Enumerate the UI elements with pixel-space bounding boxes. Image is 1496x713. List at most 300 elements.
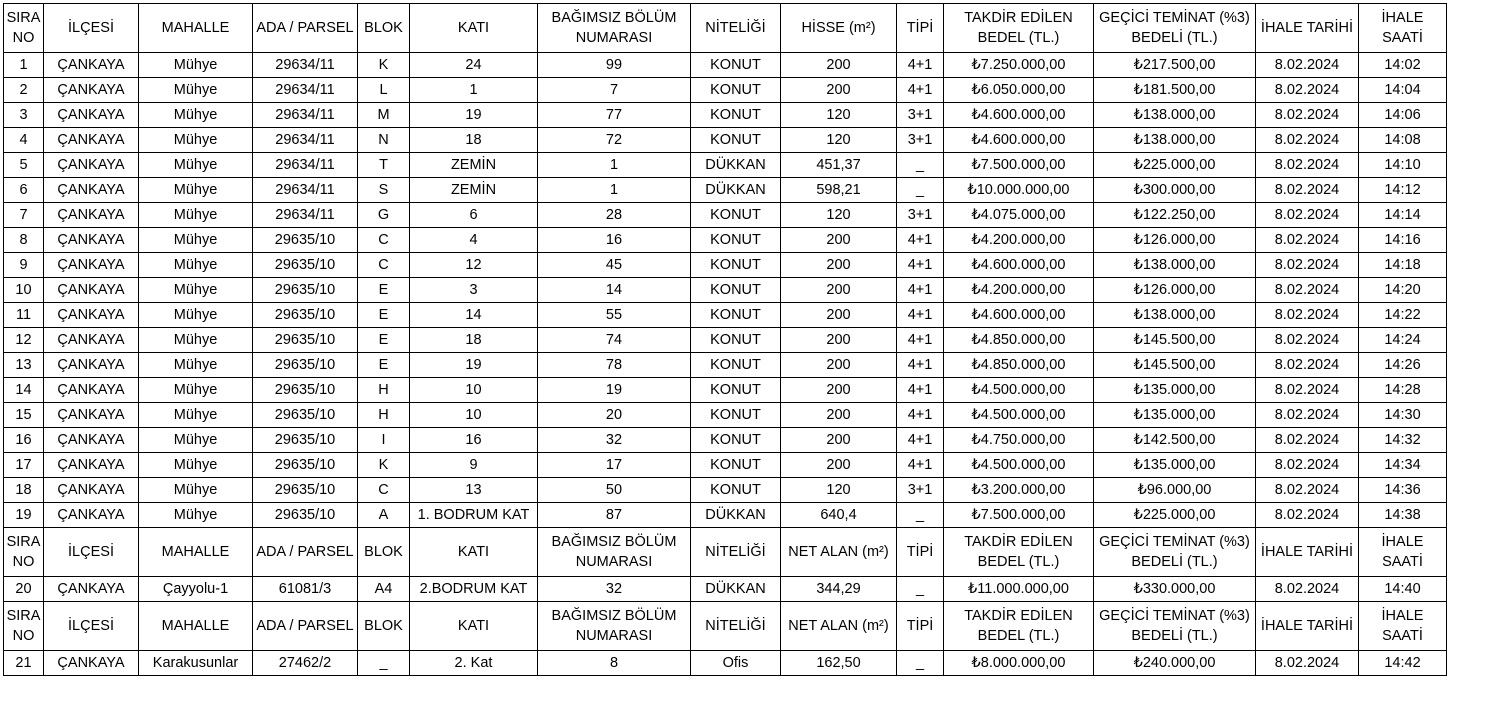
cell-kati: 10: [410, 403, 538, 428]
cell-gecici-teminat-bedeli: ₺138.000,00: [1094, 303, 1256, 328]
header-text-line: NO: [12, 554, 35, 570]
cell-mahalle: Karakusunlar: [139, 651, 253, 676]
cell-ihale-saati: 14:40: [1359, 577, 1447, 602]
header-ihale-saati: [1359, 602, 1447, 651]
cell-sira-no: 15: [4, 403, 44, 428]
header-ilcesi: İLÇESİ: [44, 528, 139, 577]
table-row: [4, 353, 1447, 378]
cell-ilcesi: ÇANKAYA: [44, 577, 139, 602]
cell-ihale-saati: 14:34: [1359, 453, 1447, 478]
header-text-line: İHALE: [1381, 534, 1424, 550]
cell-takdir-edilen-bedel: ₺4.075.000,00: [944, 203, 1094, 228]
cell-bagimsiz-bolum-numarasi: 20: [538, 403, 691, 428]
cell-sira-no: 4: [4, 128, 44, 153]
cell-mahalle: Mühye: [139, 103, 253, 128]
cell-alan: 200: [781, 253, 897, 278]
cell-gecici-teminat-bedeli: ₺181.500,00: [1094, 78, 1256, 103]
cell-blok: K: [358, 53, 410, 78]
cell-ada-parsel: 29634/11: [253, 53, 358, 78]
cell-gecici-teminat-bedeli: ₺142.500,00: [1094, 428, 1256, 453]
header-text-line: BEDELİ (TL.): [1131, 554, 1218, 570]
cell-niteligi: KONUT: [691, 428, 781, 453]
header-text-line: BEDELİ (TL.): [1131, 628, 1218, 644]
header-tipi: TİPİ: [897, 4, 944, 53]
cell-blok: N: [358, 128, 410, 153]
auction-table: [3, 3, 1447, 676]
table-row: [4, 178, 1447, 203]
cell-tipi: 4+1: [897, 378, 944, 403]
cell-ilcesi: ÇANKAYA: [44, 178, 139, 203]
cell-takdir-edilen-bedel: ₺6.050.000,00: [944, 78, 1094, 103]
cell-tipi: 3+1: [897, 478, 944, 503]
cell-ada-parsel: 29635/10: [253, 253, 358, 278]
table-row: [4, 303, 1447, 328]
table-row: [4, 428, 1447, 453]
header-bagimsiz-bolum-numarasi: [538, 602, 691, 651]
cell-tipi: _: [897, 178, 944, 203]
cell-ihale-saati: 14:28: [1359, 378, 1447, 403]
cell-ihale-saati: 14:32: [1359, 428, 1447, 453]
table-row: [4, 453, 1447, 478]
header-text-line: NO: [12, 628, 35, 644]
cell-alan: 598,21: [781, 178, 897, 203]
header-alan: HİSSE (m²): [781, 4, 897, 53]
cell-ihale-saati: 14:10: [1359, 153, 1447, 178]
header-blok: BLOK: [358, 4, 410, 53]
header-mahalle: MAHALLE: [139, 528, 253, 577]
cell-alan: 451,37: [781, 153, 897, 178]
cell-ihale-tarihi: 8.02.2024: [1256, 53, 1359, 78]
cell-takdir-edilen-bedel: ₺3.200.000,00: [944, 478, 1094, 503]
cell-ilcesi: ÇANKAYA: [44, 353, 139, 378]
header-tipi: TİPİ: [897, 602, 944, 651]
header-text-line: SIRA: [6, 608, 41, 624]
cell-ilcesi: ÇANKAYA: [44, 53, 139, 78]
cell-alan: 640,4: [781, 503, 897, 528]
header-text-line: SAATİ: [1382, 30, 1423, 46]
header-ada-parsel: ADA / PARSEL: [253, 528, 358, 577]
cell-gecici-teminat-bedeli: ₺225.000,00: [1094, 503, 1256, 528]
cell-ilcesi: ÇANKAYA: [44, 428, 139, 453]
cell-takdir-edilen-bedel: ₺7.500.000,00: [944, 503, 1094, 528]
cell-mahalle: Mühye: [139, 428, 253, 453]
cell-mahalle: Mühye: [139, 503, 253, 528]
cell-tipi: _: [897, 577, 944, 602]
cell-ilcesi: ÇANKAYA: [44, 253, 139, 278]
cell-blok: S: [358, 178, 410, 203]
header-text-line: NO: [12, 30, 35, 46]
cell-sira-no: 12: [4, 328, 44, 353]
table-row: [4, 503, 1447, 528]
cell-kati: 14: [410, 303, 538, 328]
header-sira-no: [4, 4, 44, 53]
cell-kati: 16: [410, 428, 538, 453]
cell-blok: _: [358, 651, 410, 676]
cell-blok: C: [358, 478, 410, 503]
cell-ilcesi: ÇANKAYA: [44, 128, 139, 153]
cell-ada-parsel: 29634/11: [253, 153, 358, 178]
cell-alan: 200: [781, 78, 897, 103]
cell-tipi: _: [897, 153, 944, 178]
header-text-line: SAATİ: [1382, 554, 1423, 570]
header-ilcesi: İLÇESİ: [44, 4, 139, 53]
cell-sira-no: 7: [4, 203, 44, 228]
cell-ada-parsel: 29634/11: [253, 128, 358, 153]
cell-tipi: 3+1: [897, 103, 944, 128]
cell-mahalle: Mühye: [139, 453, 253, 478]
cell-kati: 1: [410, 78, 538, 103]
cell-kati: 18: [410, 328, 538, 353]
cell-niteligi: KONUT: [691, 478, 781, 503]
table-row: [4, 203, 1447, 228]
cell-niteligi: DÜKKAN: [691, 503, 781, 528]
cell-ada-parsel: 29635/10: [253, 378, 358, 403]
cell-ihale-saati: 14:04: [1359, 78, 1447, 103]
cell-blok: T: [358, 153, 410, 178]
cell-alan: 120: [781, 203, 897, 228]
table-row: [4, 78, 1447, 103]
cell-niteligi: KONUT: [691, 128, 781, 153]
cell-ada-parsel: 29634/11: [253, 178, 358, 203]
cell-ihale-saati: 14:06: [1359, 103, 1447, 128]
header-text-line: NUMARASI: [575, 554, 653, 570]
cell-sira-no: 6: [4, 178, 44, 203]
cell-mahalle: Mühye: [139, 53, 253, 78]
cell-ilcesi: ÇANKAYA: [44, 503, 139, 528]
cell-kati: ZEMİN: [410, 153, 538, 178]
cell-ada-parsel: 29635/10: [253, 353, 358, 378]
cell-tipi: 4+1: [897, 453, 944, 478]
table-row: [4, 577, 1447, 602]
cell-bagimsiz-bolum-numarasi: 45: [538, 253, 691, 278]
cell-tipi: 4+1: [897, 228, 944, 253]
cell-blok: M: [358, 103, 410, 128]
cell-niteligi: KONUT: [691, 353, 781, 378]
cell-sira-no: 8: [4, 228, 44, 253]
cell-mahalle: Mühye: [139, 353, 253, 378]
cell-ihale-saati: 14:22: [1359, 303, 1447, 328]
cell-takdir-edilen-bedel: ₺4.600.000,00: [944, 253, 1094, 278]
cell-alan: 200: [781, 278, 897, 303]
cell-mahalle: Mühye: [139, 78, 253, 103]
cell-ilcesi: ÇANKAYA: [44, 153, 139, 178]
cell-gecici-teminat-bedeli: ₺145.500,00: [1094, 353, 1256, 378]
cell-blok: H: [358, 378, 410, 403]
cell-ilcesi: ÇANKAYA: [44, 278, 139, 303]
cell-bagimsiz-bolum-numarasi: 17: [538, 453, 691, 478]
header-ihale-tarihi: İHALE TARİHİ: [1256, 602, 1359, 651]
cell-ilcesi: ÇANKAYA: [44, 303, 139, 328]
cell-sira-no: 18: [4, 478, 44, 503]
table-row: [4, 378, 1447, 403]
header-niteligi: NİTELİĞİ: [691, 4, 781, 53]
cell-ilcesi: ÇANKAYA: [44, 103, 139, 128]
cell-bagimsiz-bolum-numarasi: 50: [538, 478, 691, 503]
cell-tipi: 4+1: [897, 78, 944, 103]
cell-niteligi: KONUT: [691, 403, 781, 428]
header-row: [4, 602, 1447, 651]
cell-alan: 200: [781, 353, 897, 378]
cell-tipi: 4+1: [897, 253, 944, 278]
table-row: [4, 153, 1447, 178]
cell-sira-no: 14: [4, 378, 44, 403]
cell-bagimsiz-bolum-numarasi: 16: [538, 228, 691, 253]
cell-takdir-edilen-bedel: ₺4.850.000,00: [944, 328, 1094, 353]
cell-blok: E: [358, 353, 410, 378]
cell-blok: A: [358, 503, 410, 528]
cell-sira-no: 3: [4, 103, 44, 128]
cell-niteligi: Ofis: [691, 651, 781, 676]
cell-takdir-edilen-bedel: ₺7.500.000,00: [944, 153, 1094, 178]
cell-mahalle: Mühye: [139, 303, 253, 328]
cell-ada-parsel: 61081/3: [253, 577, 358, 602]
cell-mahalle: Mühye: [139, 478, 253, 503]
cell-ihale-tarihi: 8.02.2024: [1256, 278, 1359, 303]
cell-sira-no: 21: [4, 651, 44, 676]
table-row: [4, 53, 1447, 78]
header-text-line: SAATİ: [1382, 628, 1423, 644]
cell-takdir-edilen-bedel: ₺7.250.000,00: [944, 53, 1094, 78]
cell-kati: 2. Kat: [410, 651, 538, 676]
cell-kati: 12: [410, 253, 538, 278]
cell-blok: K: [358, 453, 410, 478]
cell-takdir-edilen-bedel: ₺4.500.000,00: [944, 403, 1094, 428]
cell-alan: 120: [781, 103, 897, 128]
cell-ihale-saati: 14:14: [1359, 203, 1447, 228]
cell-bagimsiz-bolum-numarasi: 32: [538, 577, 691, 602]
cell-gecici-teminat-bedeli: ₺217.500,00: [1094, 53, 1256, 78]
header-ilcesi: İLÇESİ: [44, 602, 139, 651]
cell-sira-no: 5: [4, 153, 44, 178]
cell-takdir-edilen-bedel: ₺4.850.000,00: [944, 353, 1094, 378]
header-takdir-edilen-bedel: [944, 528, 1094, 577]
cell-kati: 3: [410, 278, 538, 303]
cell-blok: A4: [358, 577, 410, 602]
header-kati: KATI: [410, 528, 538, 577]
cell-bagimsiz-bolum-numarasi: 14: [538, 278, 691, 303]
cell-blok: E: [358, 278, 410, 303]
cell-niteligi: KONUT: [691, 303, 781, 328]
header-text-line: TAKDİR EDİLEN: [964, 534, 1073, 550]
cell-gecici-teminat-bedeli: ₺126.000,00: [1094, 228, 1256, 253]
header-kati: KATI: [410, 602, 538, 651]
cell-bagimsiz-bolum-numarasi: 28: [538, 203, 691, 228]
cell-bagimsiz-bolum-numarasi: 8: [538, 651, 691, 676]
cell-blok: E: [358, 303, 410, 328]
cell-niteligi: DÜKKAN: [691, 178, 781, 203]
cell-ilcesi: ÇANKAYA: [44, 478, 139, 503]
header-takdir-edilen-bedel: [944, 602, 1094, 651]
cell-mahalle: Mühye: [139, 403, 253, 428]
cell-gecici-teminat-bedeli: ₺126.000,00: [1094, 278, 1256, 303]
header-text-line: BAĞIMSIZ BÖLÜM: [551, 608, 677, 624]
cell-mahalle: Mühye: [139, 278, 253, 303]
cell-ihale-saati: 14:16: [1359, 228, 1447, 253]
header-mahalle: MAHALLE: [139, 602, 253, 651]
cell-kati: 2.BODRUM KAT: [410, 577, 538, 602]
cell-ada-parsel: 29635/10: [253, 453, 358, 478]
cell-takdir-edilen-bedel: ₺4.600.000,00: [944, 103, 1094, 128]
cell-alan: 200: [781, 328, 897, 353]
cell-ilcesi: ÇANKAYA: [44, 328, 139, 353]
cell-mahalle: Mühye: [139, 378, 253, 403]
cell-gecici-teminat-bedeli: ₺135.000,00: [1094, 403, 1256, 428]
header-ada-parsel: ADA / PARSEL: [253, 602, 358, 651]
cell-takdir-edilen-bedel: ₺4.600.000,00: [944, 128, 1094, 153]
table-row: [4, 103, 1447, 128]
cell-ada-parsel: 29635/10: [253, 228, 358, 253]
cell-mahalle: Mühye: [139, 178, 253, 203]
header-text-line: BEDEL (TL.): [977, 628, 1060, 644]
cell-takdir-edilen-bedel: ₺4.200.000,00: [944, 228, 1094, 253]
cell-ihale-saati: 14:38: [1359, 503, 1447, 528]
cell-gecici-teminat-bedeli: ₺138.000,00: [1094, 128, 1256, 153]
cell-alan: 162,50: [781, 651, 897, 676]
cell-sira-no: 16: [4, 428, 44, 453]
cell-ada-parsel: 29634/11: [253, 78, 358, 103]
cell-mahalle: Mühye: [139, 128, 253, 153]
header-text-line: İHALE: [1381, 608, 1424, 624]
cell-ada-parsel: 29635/10: [253, 303, 358, 328]
header-ihale-tarihi: İHALE TARİHİ: [1256, 4, 1359, 53]
cell-sira-no: 2: [4, 78, 44, 103]
cell-ihale-tarihi: 8.02.2024: [1256, 78, 1359, 103]
cell-kati: 1. BODRUM KAT: [410, 503, 538, 528]
cell-tipi: 4+1: [897, 428, 944, 453]
table-row: [4, 253, 1447, 278]
table-row: [4, 228, 1447, 253]
header-sira-no: [4, 528, 44, 577]
header-text-line: BAĞIMSIZ BÖLÜM: [551, 10, 677, 26]
table-row: [4, 278, 1447, 303]
cell-alan: 200: [781, 228, 897, 253]
cell-ihale-tarihi: 8.02.2024: [1256, 478, 1359, 503]
header-text-line: NUMARASI: [575, 30, 653, 46]
cell-niteligi: DÜKKAN: [691, 153, 781, 178]
cell-ihale-tarihi: 8.02.2024: [1256, 503, 1359, 528]
cell-bagimsiz-bolum-numarasi: 72: [538, 128, 691, 153]
cell-sira-no: 13: [4, 353, 44, 378]
header-alan: NET ALAN (m²): [781, 602, 897, 651]
cell-gecici-teminat-bedeli: ₺96.000,00: [1094, 478, 1256, 503]
cell-ada-parsel: 27462/2: [253, 651, 358, 676]
cell-takdir-edilen-bedel: ₺8.000.000,00: [944, 651, 1094, 676]
cell-ilcesi: ÇANKAYA: [44, 403, 139, 428]
cell-niteligi: KONUT: [691, 203, 781, 228]
cell-ihale-saati: 14:12: [1359, 178, 1447, 203]
cell-gecici-teminat-bedeli: ₺138.000,00: [1094, 253, 1256, 278]
cell-sira-no: 9: [4, 253, 44, 278]
cell-bagimsiz-bolum-numarasi: 19: [538, 378, 691, 403]
header-text-line: GEÇİCİ TEMİNAT (%3): [1099, 534, 1250, 550]
cell-ihale-tarihi: 8.02.2024: [1256, 328, 1359, 353]
cell-ilcesi: ÇANKAYA: [44, 453, 139, 478]
table-row: [4, 128, 1447, 153]
cell-sira-no: 10: [4, 278, 44, 303]
cell-ihale-saati: 14:26: [1359, 353, 1447, 378]
cell-bagimsiz-bolum-numarasi: 1: [538, 153, 691, 178]
cell-mahalle: Mühye: [139, 153, 253, 178]
header-ihale-saati: [1359, 4, 1447, 53]
cell-ihale-tarihi: 8.02.2024: [1256, 577, 1359, 602]
header-gecici-teminat-bedeli: [1094, 4, 1256, 53]
header-bagimsiz-bolum-numarasi: [538, 4, 691, 53]
cell-ilcesi: ÇANKAYA: [44, 228, 139, 253]
header-text-line: SIRA: [6, 10, 41, 26]
cell-sira-no: 17: [4, 453, 44, 478]
header-row: [4, 4, 1447, 53]
header-text-line: İHALE: [1381, 10, 1424, 26]
cell-niteligi: DÜKKAN: [691, 577, 781, 602]
cell-niteligi: KONUT: [691, 378, 781, 403]
cell-ihale-tarihi: 8.02.2024: [1256, 428, 1359, 453]
cell-kati: ZEMİN: [410, 178, 538, 203]
cell-ada-parsel: 29635/10: [253, 428, 358, 453]
cell-ihale-saati: 14:30: [1359, 403, 1447, 428]
header-blok: BLOK: [358, 528, 410, 577]
cell-gecici-teminat-bedeli: ₺300.000,00: [1094, 178, 1256, 203]
header-text-line: SIRA: [6, 534, 41, 550]
cell-niteligi: KONUT: [691, 228, 781, 253]
cell-gecici-teminat-bedeli: ₺330.000,00: [1094, 577, 1256, 602]
cell-ada-parsel: 29634/11: [253, 203, 358, 228]
cell-ihale-saati: 14:42: [1359, 651, 1447, 676]
cell-kati: 9: [410, 453, 538, 478]
header-text-line: BEDELİ (TL.): [1131, 30, 1218, 46]
cell-kati: 24: [410, 53, 538, 78]
header-gecici-teminat-bedeli: [1094, 528, 1256, 577]
cell-takdir-edilen-bedel: ₺4.600.000,00: [944, 303, 1094, 328]
header-text-line: GEÇİCİ TEMİNAT (%3): [1099, 608, 1250, 624]
cell-gecici-teminat-bedeli: ₺135.000,00: [1094, 453, 1256, 478]
cell-bagimsiz-bolum-numarasi: 1: [538, 178, 691, 203]
table-row: [4, 651, 1447, 676]
cell-ihale-tarihi: 8.02.2024: [1256, 651, 1359, 676]
table-row: [4, 328, 1447, 353]
cell-gecici-teminat-bedeli: ₺225.000,00: [1094, 153, 1256, 178]
header-text-line: TAKDİR EDİLEN: [964, 10, 1073, 26]
cell-alan: 200: [781, 428, 897, 453]
cell-niteligi: KONUT: [691, 53, 781, 78]
cell-blok: L: [358, 78, 410, 103]
header-text-line: GEÇİCİ TEMİNAT (%3): [1099, 10, 1250, 26]
cell-tipi: 4+1: [897, 403, 944, 428]
cell-blok: C: [358, 228, 410, 253]
cell-gecici-teminat-bedeli: ₺135.000,00: [1094, 378, 1256, 403]
header-niteligi: NİTELİĞİ: [691, 602, 781, 651]
cell-tipi: _: [897, 651, 944, 676]
cell-bagimsiz-bolum-numarasi: 74: [538, 328, 691, 353]
cell-tipi: 4+1: [897, 353, 944, 378]
cell-ihale-tarihi: 8.02.2024: [1256, 128, 1359, 153]
cell-mahalle: Çayyolu-1: [139, 577, 253, 602]
cell-tipi: 3+1: [897, 128, 944, 153]
cell-mahalle: Mühye: [139, 228, 253, 253]
cell-ihale-tarihi: 8.02.2024: [1256, 178, 1359, 203]
cell-takdir-edilen-bedel: ₺11.000.000,00: [944, 577, 1094, 602]
header-text-line: TAKDİR EDİLEN: [964, 608, 1073, 624]
header-text-line: NUMARASI: [575, 628, 653, 644]
header-blok: BLOK: [358, 602, 410, 651]
cell-sira-no: 19: [4, 503, 44, 528]
cell-sira-no: 11: [4, 303, 44, 328]
cell-gecici-teminat-bedeli: ₺145.500,00: [1094, 328, 1256, 353]
cell-kati: 6: [410, 203, 538, 228]
cell-kati: 10: [410, 378, 538, 403]
cell-niteligi: KONUT: [691, 453, 781, 478]
header-mahalle: MAHALLE: [139, 4, 253, 53]
cell-ada-parsel: 29635/10: [253, 328, 358, 353]
